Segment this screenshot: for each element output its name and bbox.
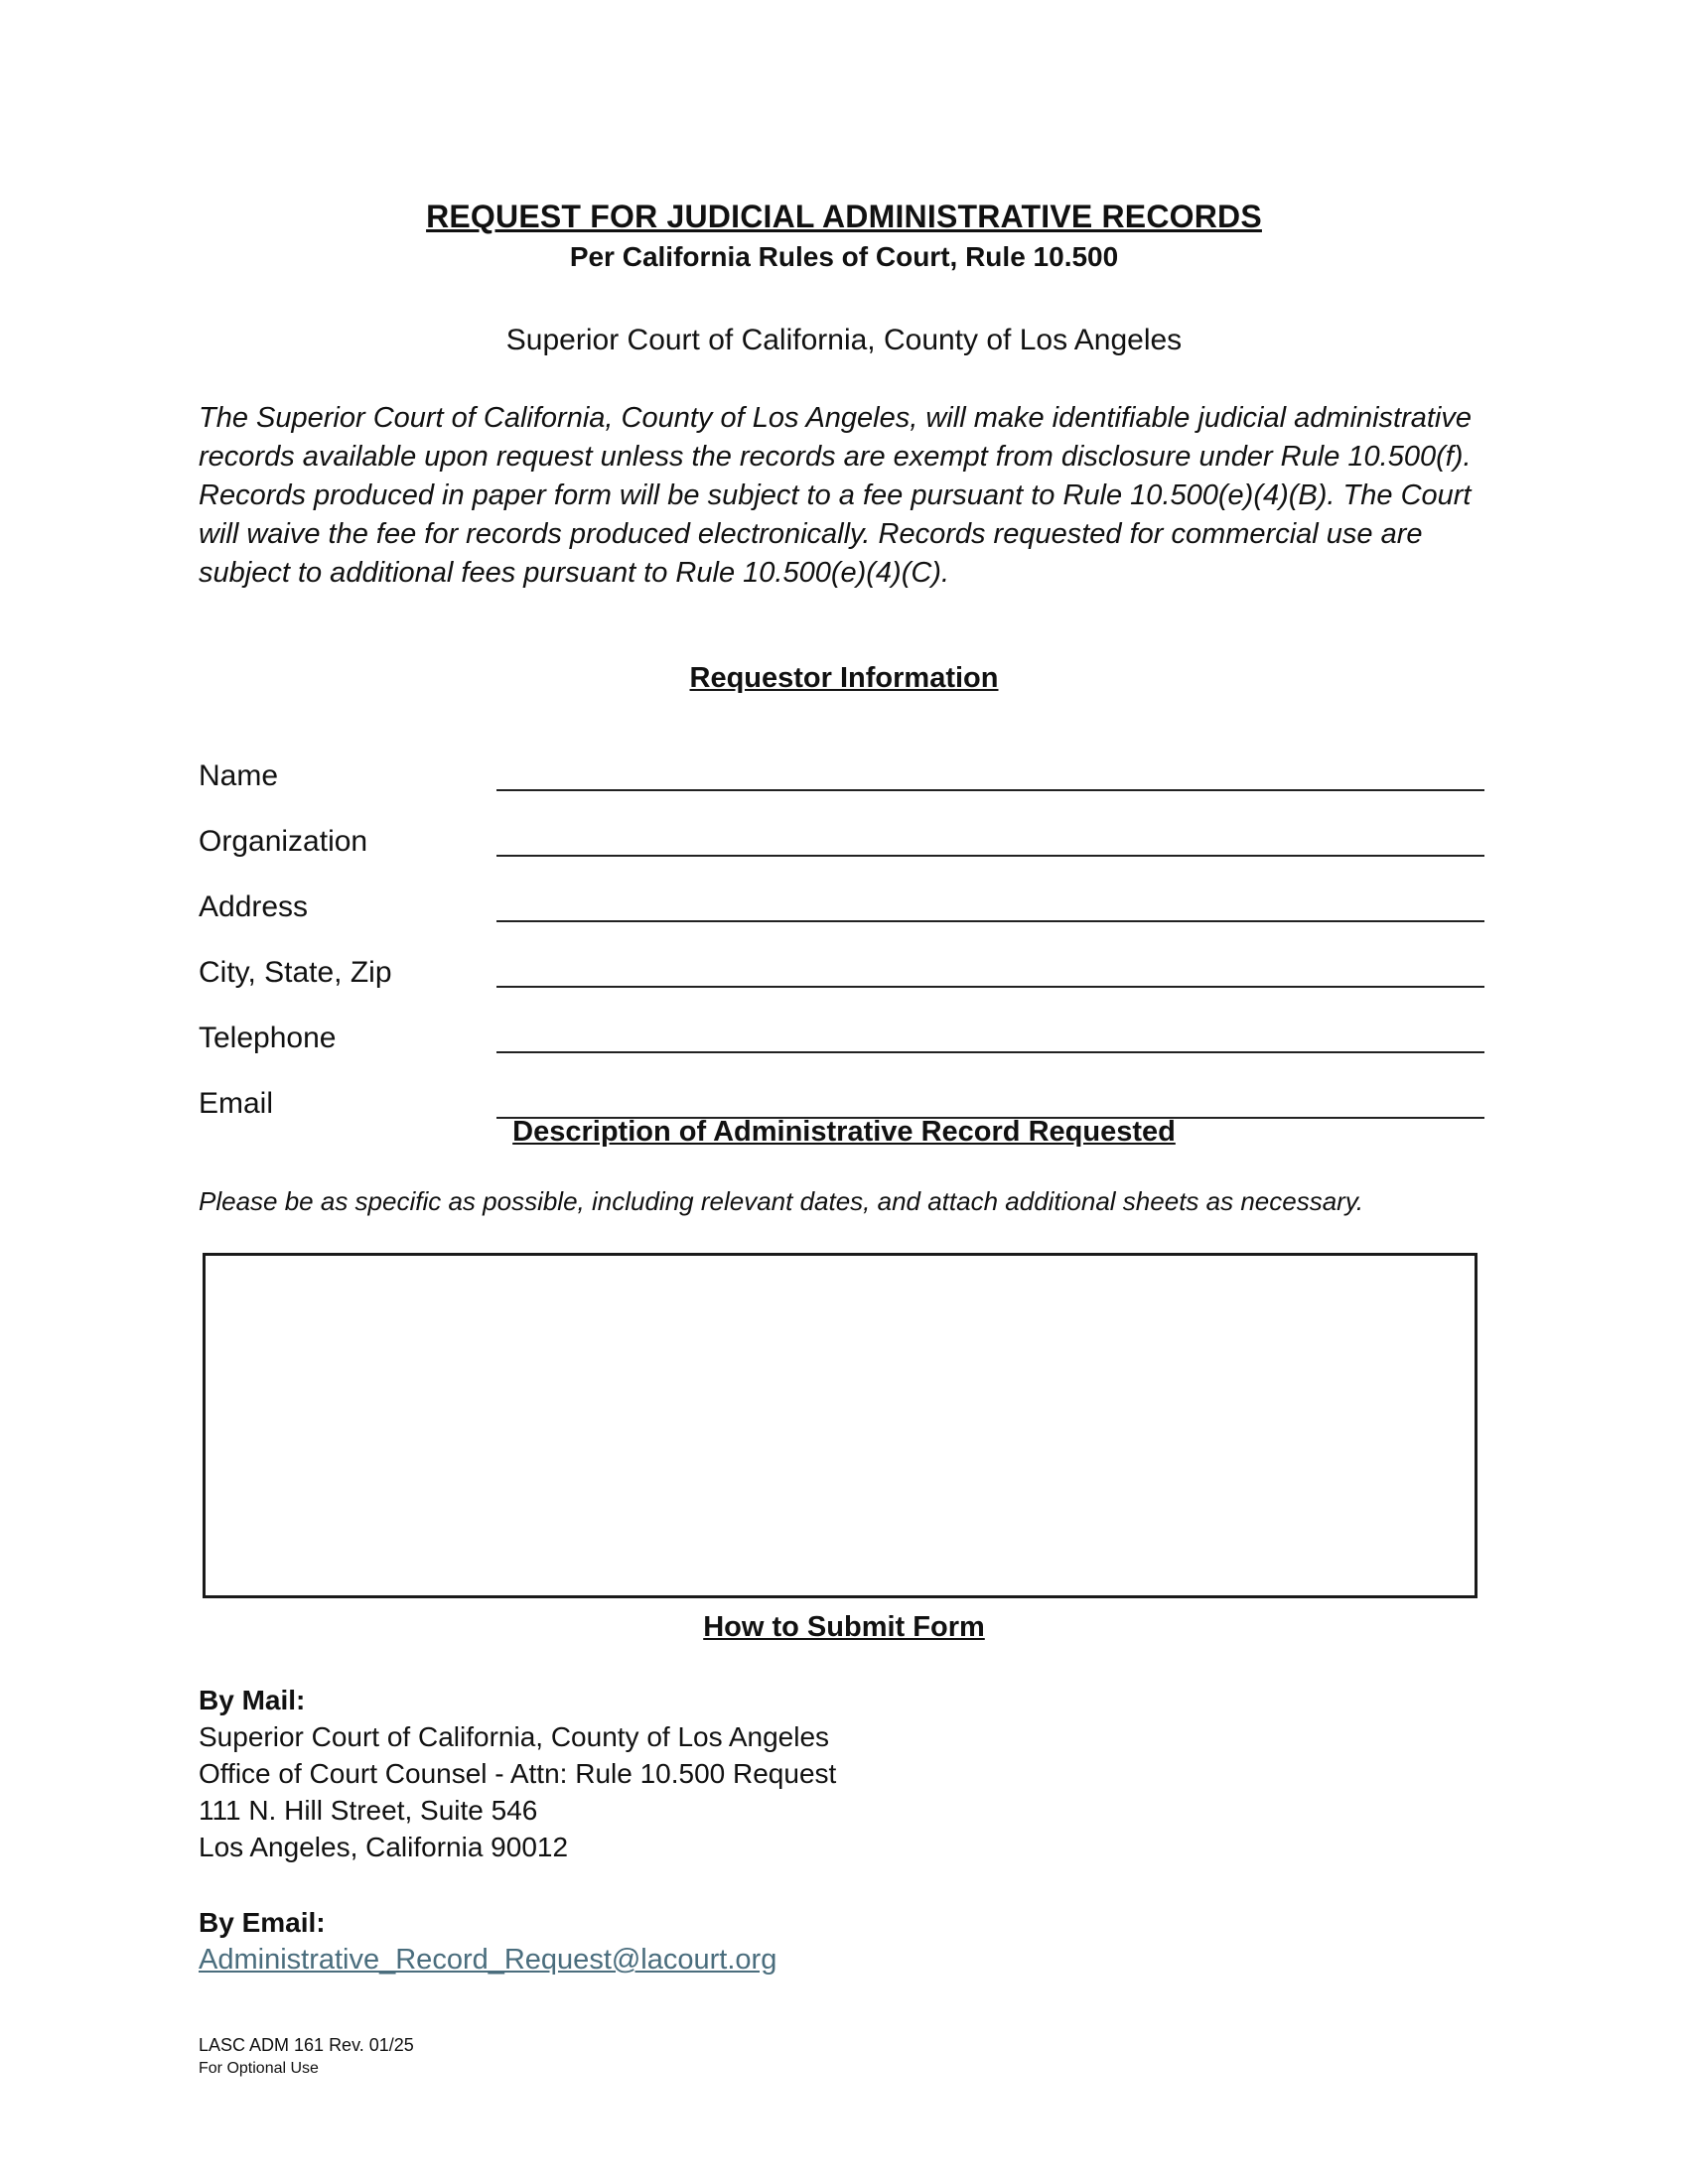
- mail-address-line: Superior Court of California, County of Los Angeles: [199, 1721, 830, 1752]
- description-textarea[interactable]: [203, 1253, 1477, 1598]
- form-title: REQUEST FOR JUDICIAL ADMINISTRATIVE RECORDS: [426, 199, 1262, 234]
- mail-section: [199, 1682, 1489, 1865]
- mail-address-line: 111 N. Hill Street, Suite 546: [199, 1795, 538, 1826]
- field-label: City, State, Zip: [199, 956, 392, 989]
- description-note: Please be as specific as possible, including relevant dates, and attach additional sheets as necessary.: [199, 1186, 1364, 1216]
- field-row-telephone: [199, 990, 1489, 1055]
- field-row-name: [199, 728, 1489, 793]
- email-link[interactable]: Administrative_Record_Request@lacourt.org: [199, 1944, 777, 1976]
- mail-address-line: Los Angeles, California 90012: [199, 1832, 569, 1862]
- email-section: [199, 1904, 1489, 1979]
- organization-input[interactable]: [496, 825, 1484, 857]
- form-footer: [199, 2033, 414, 2081]
- field-label: Organization: [199, 825, 368, 858]
- description-heading: Description of Administrative Record Requested: [512, 1116, 1176, 1148]
- telephone-input[interactable]: [496, 1022, 1484, 1053]
- requestor-heading: Requestor Information: [689, 662, 999, 694]
- address-input[interactable]: [496, 890, 1484, 922]
- city-state-zip-input[interactable]: [496, 956, 1484, 988]
- field-row-organization: [199, 793, 1489, 859]
- requestor-fields: [199, 728, 1489, 1121]
- form-id: LASC ADM 161 Rev. 01/25: [199, 2035, 414, 2055]
- submit-heading: How to Submit Form: [703, 1611, 985, 1643]
- field-label: Address: [199, 890, 309, 923]
- court-name: Superior Court of California, County of Los Angeles: [505, 324, 1183, 356]
- mail-address-line: Office of Court Counsel - Attn: Rule 10.500 Request: [199, 1758, 837, 1789]
- email-label: By Email:: [199, 1907, 326, 1938]
- intro-paragraph: The Superior Court of California, County of Los Angeles, will make identifiable judicial administrative records available upon request unless the records are exempt from disclosure under Rule 10.500(f). Records produced in paper form will be subject to a fee pursuant to Rule 10.500(e)(4)(B). The Court will waive the fee for records produced electronically. Records requested for commercial use are subject to additional fees pursuant to Rule 10.500(e)(4)(C).: [199, 402, 1472, 589]
- name-input[interactable]: [496, 759, 1484, 791]
- field-row-email: [199, 1055, 1489, 1121]
- field-label: Telephone: [199, 1022, 337, 1054]
- field-row-city-state-zip: [199, 924, 1489, 990]
- email-input[interactable]: [496, 1087, 1484, 1119]
- field-label: Name: [199, 759, 279, 792]
- field-label: Email: [199, 1087, 274, 1120]
- mail-label: By Mail:: [199, 1685, 306, 1715]
- form-subtitle: Per California Rules of Court, Rule 10.500: [569, 241, 1119, 272]
- form-usage-note: For Optional Use: [199, 2060, 319, 2077]
- field-row-address: [199, 859, 1489, 924]
